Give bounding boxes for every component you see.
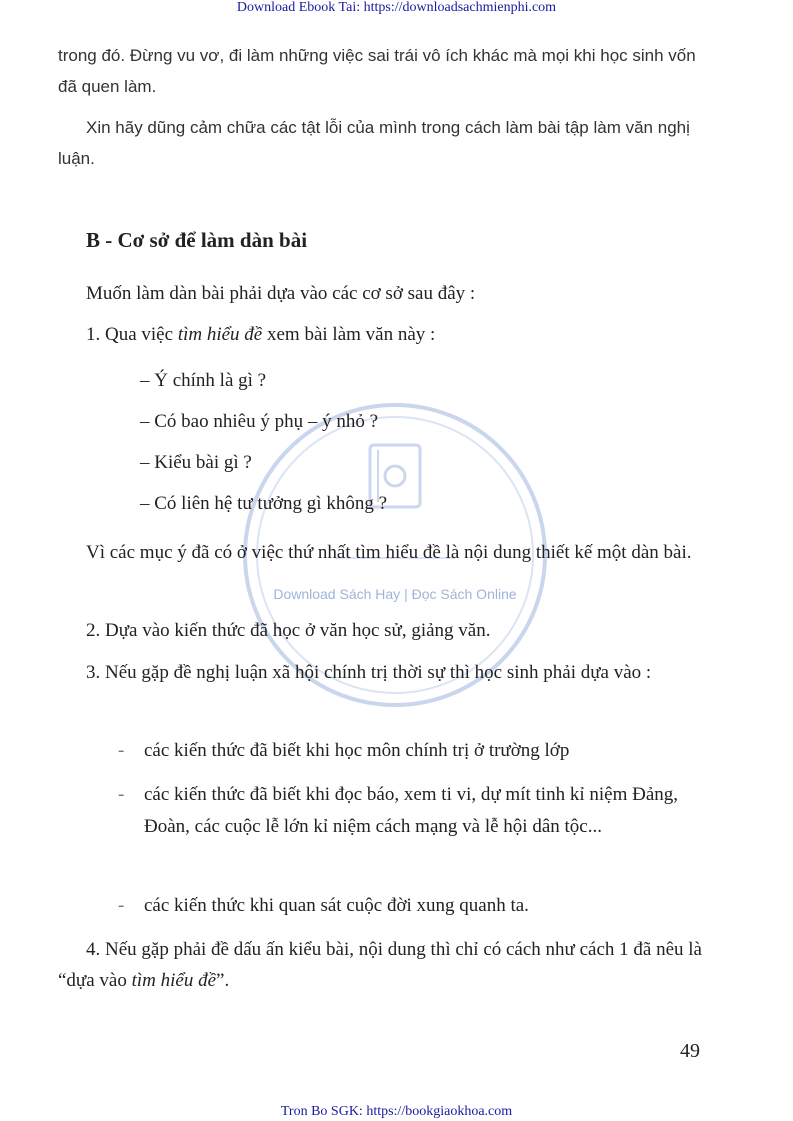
intro-paragraph-1: trong đó. Đừng vu vơ, đi làm những việc sai trái vô ích khác mà mọi khi học sinh vốn đã quen làm. [58, 46, 696, 96]
bullet-2 [118, 779, 703, 843]
footer-sgk-link[interactable]: Tron Bo SGK: https://bookgiaokhoa.com [280, 1104, 513, 1119]
bullet-2-text: các kiến thức đã biết khi đọc báo, xem ti vi, dự mít tinh kỉ niệm Đảng, Đoàn, các cuộc lễ lớn kỉ niệm cách mạng và lễ hội dân tộc... [144, 784, 679, 837]
bullet-3-text: các kiến thức khi quan sát cuộc đời xung quanh ta. [144, 895, 529, 916]
question-1: – Ý chính là gì ? [140, 370, 267, 391]
bullet-1-text: các kiến thức đã biết khi học môn chính trị ở trường lớp [144, 740, 570, 761]
section-heading: B - Cơ sở để làm dàn bài [86, 228, 308, 252]
item-1-emphasis: tìm hiểu đề [177, 324, 263, 345]
item-2: 2. Dựa vào kiến thức đã học ở văn học sử, giảng văn. [86, 620, 491, 641]
item-1-pre: 1. Qua việc [86, 324, 178, 345]
item-1-post: xem bài làm văn này : [262, 324, 436, 345]
item-1 [58, 319, 703, 350]
page-number: 49 [680, 1040, 700, 1062]
bullet-dash: - [118, 740, 125, 761]
bullet-dash: - [118, 895, 125, 916]
item-4-pre: 4. Nếu gặp phải đề dấu ấn kiểu bài, nội dung thì chỉ có cách như cách 1 đã nêu là “dựa vào [58, 939, 702, 991]
intro-paragraph-2: Xin hãy dũng cảm chữa các tật lỗi của mình trong cách làm bài tập làm văn nghị luận. [58, 118, 690, 168]
header-download-link[interactable]: Download Ebook Tai: https://downloadsachmienphi.com [236, 0, 557, 15]
item-1-note: Vì các mục ý đã có ở việc thứ nhất tìm hiểu đề là nội dung thiết kế một dàn bài. [86, 542, 692, 563]
question-4: – Có liên hệ tư tưởng gì không ? [140, 493, 388, 514]
bullet-dash: - [118, 784, 125, 805]
bullet-3 [118, 890, 703, 922]
item-4-post: ”. [216, 970, 230, 991]
item-4 [58, 934, 703, 996]
section-lead: Muốn làm dàn bài phải dựa vào các cơ sở sau đây : [86, 283, 476, 304]
question-2: – Có bao nhiêu ý phụ – ý nhỏ ? [140, 411, 379, 432]
watermark-text: Download Sách Hay | Đọc Sách Online [273, 586, 517, 602]
question-3: – Kiểu bài gì ? [140, 452, 252, 473]
item-4-emphasis: tìm hiểu đề [131, 970, 217, 991]
bullet-1 [118, 735, 703, 767]
item-3: 3. Nếu gặp đề nghị luận xã hội chính trị thời sự thì học sinh phải dựa vào : [86, 662, 652, 683]
